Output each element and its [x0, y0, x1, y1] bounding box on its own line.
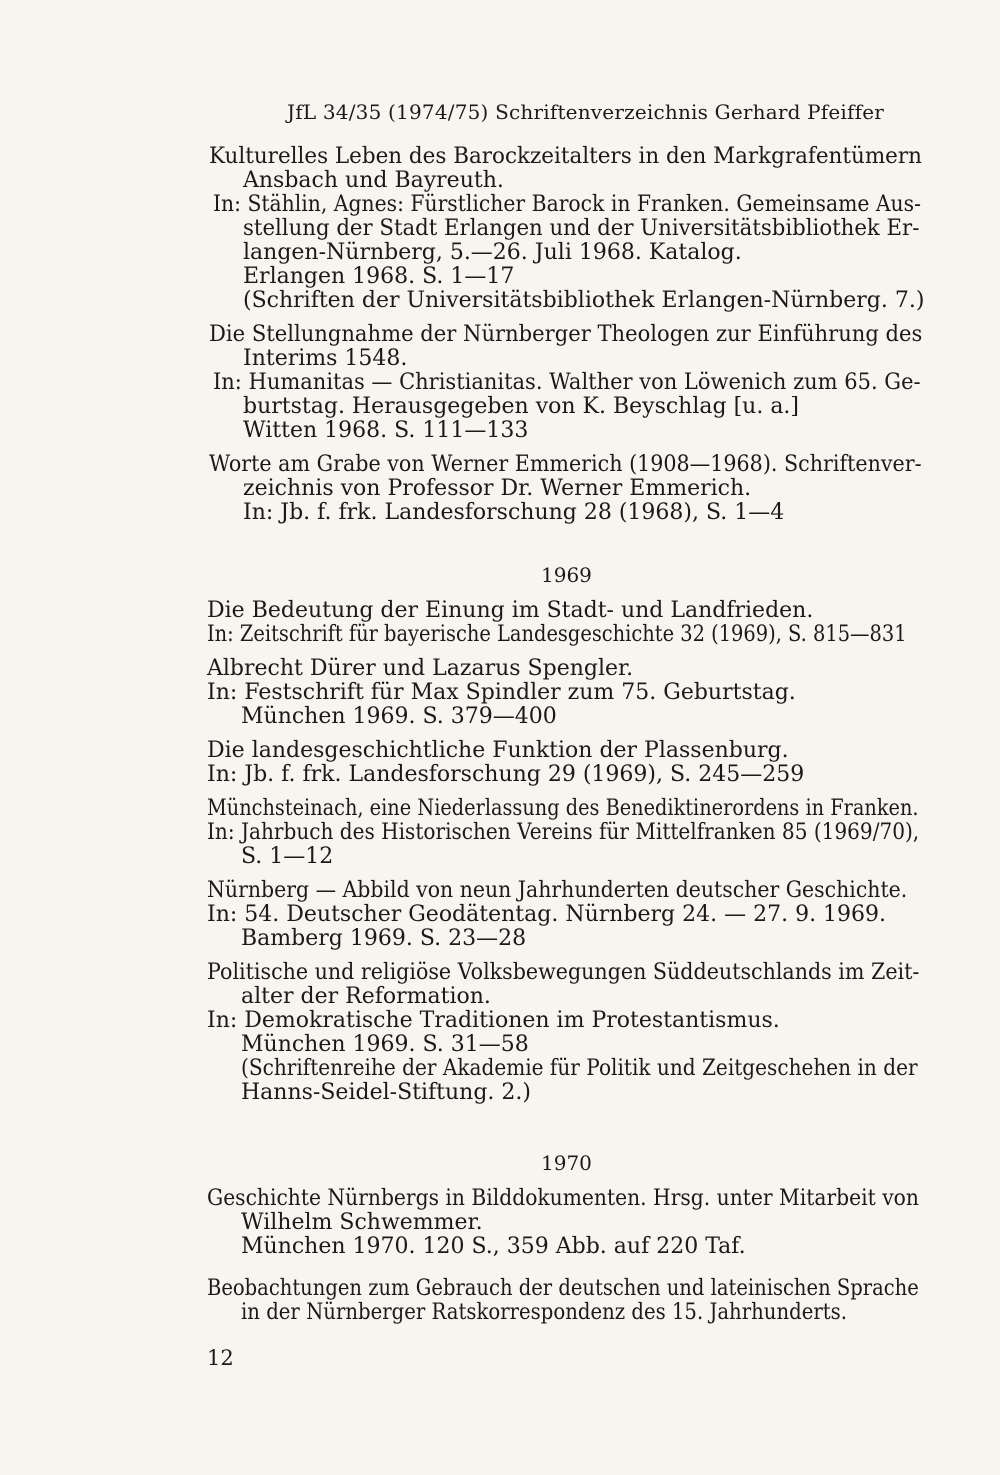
- entry-line: Politische und religiöse Volksbewegungen Süddeutschlands im Zeit-: [207, 960, 920, 985]
- entry-line: Die landesgeschichtliche Funktion der Plassenburg.: [207, 738, 789, 763]
- entry-line: In: Jb. f. frk. Landesforschung 28 (1968), S. 1—4: [243, 500, 785, 525]
- entry-line: München 1969. S. 379—400: [241, 704, 557, 729]
- entry-line: Ansbach und Bayreuth.: [243, 168, 504, 193]
- entry-line: Die Bedeutung der Einung im Stadt- und Landfrieden.: [207, 598, 814, 623]
- entry-line: München 1969. S. 31—58: [241, 1032, 529, 1057]
- entry-line: Erlangen 1968. S. 1—17: [243, 264, 515, 289]
- running-head: JfL 34/35 (1974/75) Schriftenverzeichnis Gerhard Pfeiffer: [287, 100, 885, 124]
- entry-line: In: 54. Deutscher Geodätentag. Nürnberg 24. — 27. 9. 1969.: [207, 902, 887, 927]
- page-number: 12: [207, 1346, 234, 1370]
- entry-line: S. 1—12: [241, 844, 334, 869]
- entry-line: In: Jahrbuch des Historischen Vereins für Mittelfranken 85 (1969/70),: [207, 820, 920, 845]
- entry-line: Geschichte Nürnbergs in Bilddokumenten. Hrsg. unter Mitarbeit von: [207, 1186, 919, 1211]
- entry-line: Münchsteinach, eine Niederlassung des Benediktinerordens in Franken.: [207, 796, 919, 821]
- entry-line: Bamberg 1969. S. 23—28: [241, 926, 527, 951]
- entry-line: In: Demokratische Traditionen im Protestantismus.: [207, 1008, 780, 1033]
- entry-line: Hanns-Seidel-Stiftung. 2.): [241, 1080, 531, 1105]
- entry-line: In: Jb. f. frk. Landesforschung 29 (1969), S. 245—259: [207, 762, 805, 787]
- year-heading: 1969: [541, 563, 592, 587]
- entry-line: Interims 1548.: [243, 346, 408, 371]
- entry-line: stellung der Stadt Erlangen und der Universitätsbibliothek Er-: [243, 216, 920, 241]
- entry-line: zeichnis von Professor Dr. Werner Emmerich.: [243, 476, 752, 501]
- entry-line: Witten 1968. S. 111—133: [243, 418, 529, 443]
- entry-line: Albrecht Dürer und Lazarus Spengler.: [207, 656, 634, 681]
- entry-line: Wilhelm Schwemmer.: [241, 1210, 483, 1235]
- entry-line: Beobachtungen zum Gebrauch der deutschen und lateinischen Sprache: [207, 1276, 919, 1301]
- entry-line: In: Humanitas — Christianitas. Walther von Löwenich zum 65. Ge-: [213, 370, 921, 395]
- entry-line: (Schriftenreihe der Akademie für Politik und Zeitgeschehen in der: [241, 1056, 918, 1081]
- entry-line: (Schriften der Universitätsbibliothek Erlangen-Nürnberg. 7.): [243, 288, 925, 313]
- entry-line: Worte am Grabe von Werner Emmerich (1908—1968). Schriftenver-: [209, 452, 922, 477]
- entry-line: Die Stellungnahme der Nürnberger Theologen zur Einführung des: [209, 322, 923, 347]
- entry-line: In: Stählin, Agnes: Fürstlicher Barock in Franken. Gemeinsame Aus-: [213, 192, 921, 217]
- year-heading: 1970: [541, 1151, 592, 1175]
- entry-line: in der Nürnberger Ratskorrespondenz des 15. Jahrhunderts.: [241, 1300, 847, 1325]
- entry-line: Kulturelles Leben des Barockzeitalters in den Markgrafentümern: [209, 144, 922, 169]
- entry-line: langen-Nürnberg, 5.—26. Juli 1968. Katalog.: [243, 240, 742, 265]
- entry-line: alter der Reformation.: [241, 984, 491, 1009]
- entry-line: München 1970. 120 S., 359 Abb. auf 220 Taf.: [241, 1234, 746, 1259]
- entry-line: burtstag. Herausgegeben von K. Beyschlag [u. a.]: [243, 394, 800, 419]
- entry-line: In: Zeitschrift für bayerische Landesgeschichte 32 (1969), S. 815—831: [207, 622, 907, 647]
- entry-line: Nürnberg — Abbild von neun Jahrhunderten deutscher Geschichte.: [207, 878, 908, 903]
- entry-line: In: Festschrift für Max Spindler zum 75. Geburtstag.: [207, 680, 796, 705]
